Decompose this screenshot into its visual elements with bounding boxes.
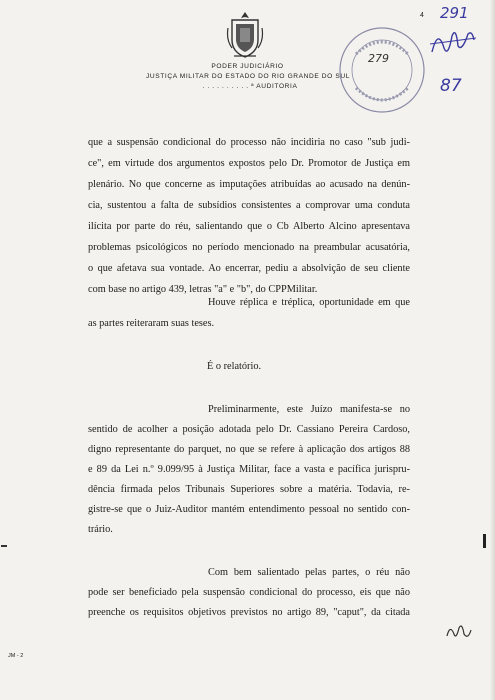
scan-edge (490, 0, 495, 700)
form-code: JM - 2 (8, 653, 24, 659)
text-line: sentido de acolher a posição adotada pelo Dr. Cassiano Pereira Cardoso, (88, 424, 410, 435)
text-line: gistre-se que o Juiz-Auditor mantém entendimento pessoal no sentido con- (88, 504, 410, 515)
text-line: pode ser beneficiado pela suspensão condicional do processo, eis que não (88, 587, 410, 598)
handwritten-initials-icon (444, 620, 474, 642)
coat-of-arms-icon (226, 10, 264, 60)
text-line: Com bem salientado pelas partes, o réu não (208, 567, 410, 578)
page-number: 4 (420, 12, 424, 19)
text-line: dência firmada pelos Tribunais Superiores sobre a matéria. Todavia, re- (88, 484, 410, 495)
text-line: preenche os requisitos objetivos previstos no artigo 89, "caput", da citada (88, 607, 410, 618)
text-line: o que afetava sua vontade. Ao encerrar, pediu a absolvição de seu cliente (88, 263, 410, 274)
text-line: ce", em virtude dos argumentos expostos pelo Dr. Promotor de Justiça em (88, 158, 410, 169)
text-line: ilícita por parte do réu, salientando que o Cb Alberto Alcino apresentava (88, 221, 410, 232)
text-line: trário. (88, 524, 113, 535)
handwritten-folio: 87 (440, 76, 462, 96)
header-line-3: . . . . . . . . . . ª AUDITORIA (202, 83, 298, 90)
margin-mark (483, 534, 486, 548)
text-line: as partes reiteraram suas teses. (88, 318, 215, 329)
header-line-1: PODER JUDICIÁRIO (211, 63, 284, 70)
header-line-2: JUSTIÇA MILITAR DO ESTADO DO RIO GRANDE DO SUL (146, 73, 350, 80)
text-line: com base no artigo 439, letras "a" e "b", do CPPMilitar. (88, 284, 318, 295)
text-line: plenário. No que concerne as imputações atribuídas ao acusado na denún- (88, 179, 410, 190)
text-line: digno representante do parquet, no que se refere à aplicação dos artigos 88 (88, 444, 410, 455)
text-line: problemas psicológicos no período mencionado na preambular acusatória, (88, 242, 410, 253)
court-stamp-icon (336, 24, 428, 116)
text-line: Houve réplica e tréplica, oportunidade em que (208, 297, 410, 308)
text-line: Preliminarmente, este Juízo manifesta-se no (208, 404, 410, 415)
handwritten-page-number: 291 (440, 4, 469, 22)
text-line: que a suspensão condicional do processo não incidiria no caso "sub judi- (88, 137, 410, 148)
handwritten-signature-icon (428, 22, 478, 62)
text-line: e 89 da Lei n.º 9.099/95 à Justiça Militar, face a vasta e pacífica jurispru- (88, 464, 410, 475)
section-heading: É o relatório. (207, 361, 262, 372)
edge-mark (1, 545, 7, 547)
text-line: cia, sustentou a falta de subsídios consistentes a comprovar uma conduta (88, 200, 410, 211)
stamp-number: 279 (368, 52, 389, 65)
